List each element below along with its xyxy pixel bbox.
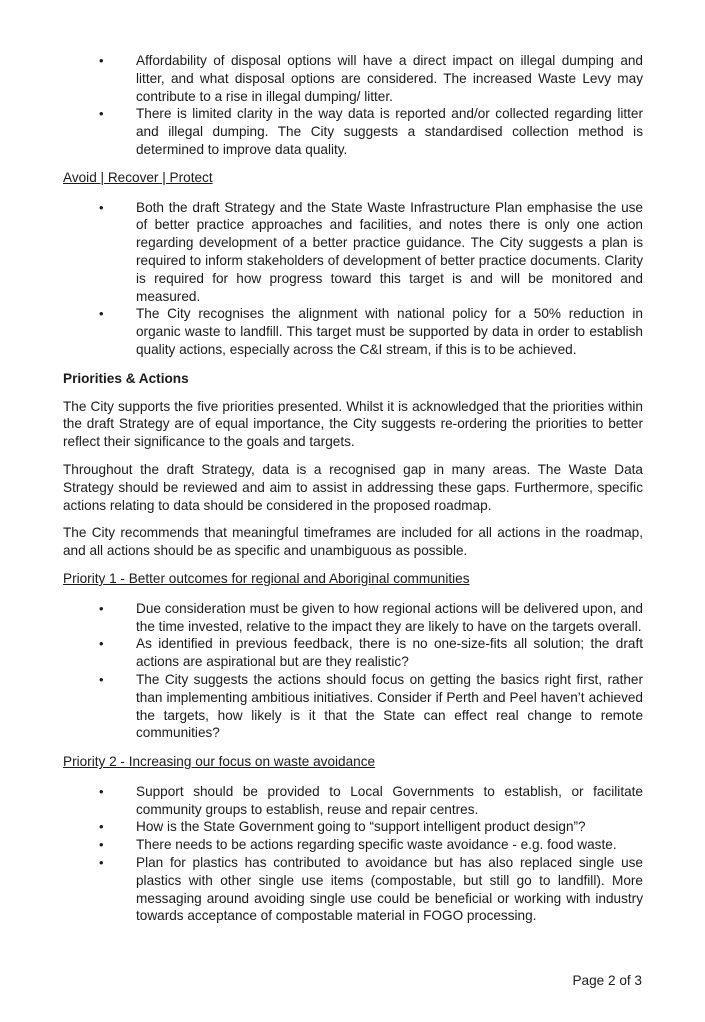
list-item: • Both the draft Strategy and the State Waste Infrastructure Plan emphasise the use of better practice approaches and facilities, and notes there is only one action regarding development of a better practice guidance. The City suggests a plan is required to inform stakeholders of development of better practice documents. Clarity is required for how progress toward this target is and will be monitored and measured.	[63, 199, 643, 306]
list-item: • As identified in previous feedback, there is no one-size-fits all solution; the draft actions are aspirational but are they realistic?	[63, 635, 643, 671]
priority1-bullet-list	[63, 600, 643, 742]
heading-avoid-recover-protect: Avoid | Recover | Protect	[63, 169, 213, 185]
avoid-bullet-list	[63, 199, 643, 359]
list-item: • Affordability of disposal options will have a direct impact on illegal dumping and litter, and what disposal options are considered. The increased Waste Levy may contribute to a rise in illegal dumping/ litter.	[63, 52, 643, 105]
list-item: • Due consideration must be given to how regional actions will be delivered upon, and the time invested, relative to the impact they are likely to have on the targets overall.	[63, 600, 643, 636]
document-page	[63, 52, 643, 925]
page-number: Page 2 of 3	[572, 973, 642, 988]
list-item: • There is limited clarity in the way data is reported and/or collected regarding litter and illegal dumping. The City suggests a standardised collection method is determined to improve data quality.	[63, 105, 643, 158]
list-item: • The City suggests the actions should focus on getting the basics right first, rather than implementing ambitious initiatives. Consider if Perth and Peel haven’t achieved the targets, how likely is it that the State can effect real change to remote communities?	[63, 671, 643, 742]
list-item: • Plan for plastics has contributed to avoidance but has also replaced single use plastics with other single use items (compostable, but still go to landfill). More messaging around avoiding single use could be beneficial or working with industry towards acceptance of compostable material in FOGO processing.	[63, 854, 643, 925]
heading-priority-2: Priority 2 - Increasing our focus on waste avoidance	[63, 754, 376, 770]
heading-priorities-actions: Priorities & Actions	[63, 370, 189, 386]
list-item: • How is the State Government going to “support intelligent product design”?	[63, 818, 643, 836]
heading-priority-1: Priority 1 - Better outcomes for regional and Aboriginal communities	[63, 570, 470, 586]
list-item: • There needs to be actions regarding specific waste avoidance - e.g. food waste.	[63, 836, 643, 854]
paragraph: The City recommends that meaningful timeframes are included for all actions in the roadmap, and all actions should be as specific and unambiguous as possible.	[63, 525, 643, 559]
paragraph: Throughout the draft Strategy, data is a recognised gap in many areas. The Waste Data Strategy should be reviewed and aim to assist in addressing these gaps. Furthermore, specific actions relating to data should be considered in the proposed roadmap.	[63, 461, 643, 513]
paragraph: The City supports the five priorities presented. Whilst it is acknowledged that the priorities within the draft Strategy are of equal importance, the City suggests re-ordering the priorities to better reflect their significance to the goals and targets.	[63, 398, 643, 450]
intro-bullet-list	[63, 52, 643, 159]
list-item: • The City recognises the alignment with national policy for a 50% reduction in organic waste to landfill. This target must be supported by data in order to establish quality actions, especially across the C&I stream, if this is to be achieved.	[63, 305, 643, 358]
list-item: • Support should be provided to Local Governments to establish, or facilitate community groups to establish, reuse and repair centres.	[63, 783, 643, 819]
priority2-bullet-list	[63, 783, 643, 925]
